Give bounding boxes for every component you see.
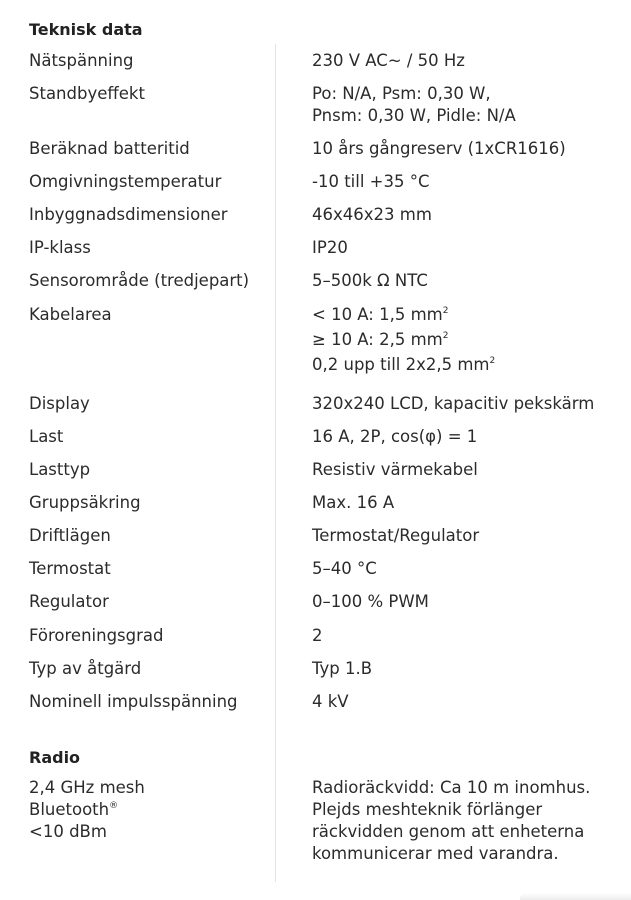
radio-description-line: Radioräckvidd: Ca 10 m inomhus. (312, 778, 591, 797)
spec-label: IP-klass (29, 238, 91, 257)
spec-value (312, 304, 612, 379)
radio-specs (29, 777, 269, 843)
spec-label: Kabelarea (29, 305, 112, 324)
spec-value-text: ≥ 10 A: 2,5 mm (312, 330, 443, 349)
spec-value: 10 års gångreserv (1xCR1616) (312, 139, 566, 158)
spec-label: Inbyggnadsdimensioner (29, 205, 228, 224)
spec-value: Max. 16 A (312, 493, 395, 512)
radio-description (312, 777, 612, 865)
registered-mark: ® (109, 801, 119, 811)
radio-spec-line: 2,4 GHz mesh (29, 778, 145, 797)
radio-spec-text: Bluetooth (29, 800, 110, 819)
spec-value-line: Pnsm: 0,30 W, Pidle: N/A (312, 106, 516, 125)
radio-spec-line: <10 dBm (29, 822, 107, 841)
page-edge-shadow (520, 893, 631, 900)
spec-value: 0–100 % PWM (312, 592, 429, 611)
spec-label: Gruppsäkring (29, 493, 141, 512)
spec-label: Typ av åtgärd (29, 659, 142, 678)
spec-value: 4 kV (312, 692, 349, 711)
spec-value-line (312, 329, 612, 354)
superscript: 2 (489, 356, 496, 366)
spec-value-line: Po: N/A, Psm: 0,30 W, (312, 84, 491, 103)
spec-label: Nominell impulsspänning (29, 692, 238, 711)
radio-description-line: kommunicerar med varandra. (312, 844, 559, 863)
spec-value: Typ 1.B (312, 659, 373, 678)
spec-value: -10 till +35 °C (312, 172, 430, 191)
spec-value-line (312, 304, 612, 329)
spec-value: Resistiv värmekabel (312, 460, 478, 479)
spec-label: Regulator (29, 592, 109, 611)
spec-label: Last (29, 427, 64, 446)
radio-description-line: Plejds meshteknik förlänger (312, 800, 543, 819)
spec-label: Termostat (29, 559, 111, 578)
spec-value-text: < 10 A: 1,5 mm (312, 305, 443, 324)
spec-label: Nätspänning (29, 51, 134, 70)
spec-value: IP20 (312, 238, 348, 257)
spec-value: 2 (312, 626, 323, 645)
radio-spec-line (29, 799, 269, 821)
spec-label: Beräknad batteritid (29, 139, 190, 158)
spec-value: 46x46x23 mm (312, 205, 432, 224)
spec-label: Standbyeffekt (29, 84, 145, 103)
spec-value: 16 A, 2P, cos(φ) = 1 (312, 427, 478, 446)
spec-label: Omgivningstemperatur (29, 172, 222, 191)
spec-label: Lasttyp (29, 460, 91, 479)
spec-value-text: 0,2 upp till 2x2,5 mm (312, 355, 490, 374)
radio-description-line: räckvidden genom att enheterna (312, 822, 585, 841)
spec-value (312, 83, 612, 127)
spec-value: Termostat/Regulator (312, 526, 480, 545)
section-title-tech: Teknisk data (29, 20, 143, 39)
spec-label: Föroreningsgrad (29, 626, 164, 645)
spec-value-line (312, 354, 612, 379)
spec-label: Display (29, 394, 90, 413)
spec-value: 5–40 °C (312, 559, 377, 578)
spec-label: Sensorområde (tredjepart) (29, 271, 250, 290)
section-title-radio: Radio (29, 748, 81, 767)
spec-value: 320x240 LCD, kapacitiv pekskärm (312, 394, 595, 413)
spec-value: 230 V AC~ / 50 Hz (312, 51, 465, 70)
column-divider (275, 44, 276, 882)
superscript: 2 (442, 306, 449, 316)
spec-label: Driftlägen (29, 526, 111, 545)
superscript: 2 (442, 331, 449, 341)
spec-value: 5–500k Ω NTC (312, 271, 428, 290)
